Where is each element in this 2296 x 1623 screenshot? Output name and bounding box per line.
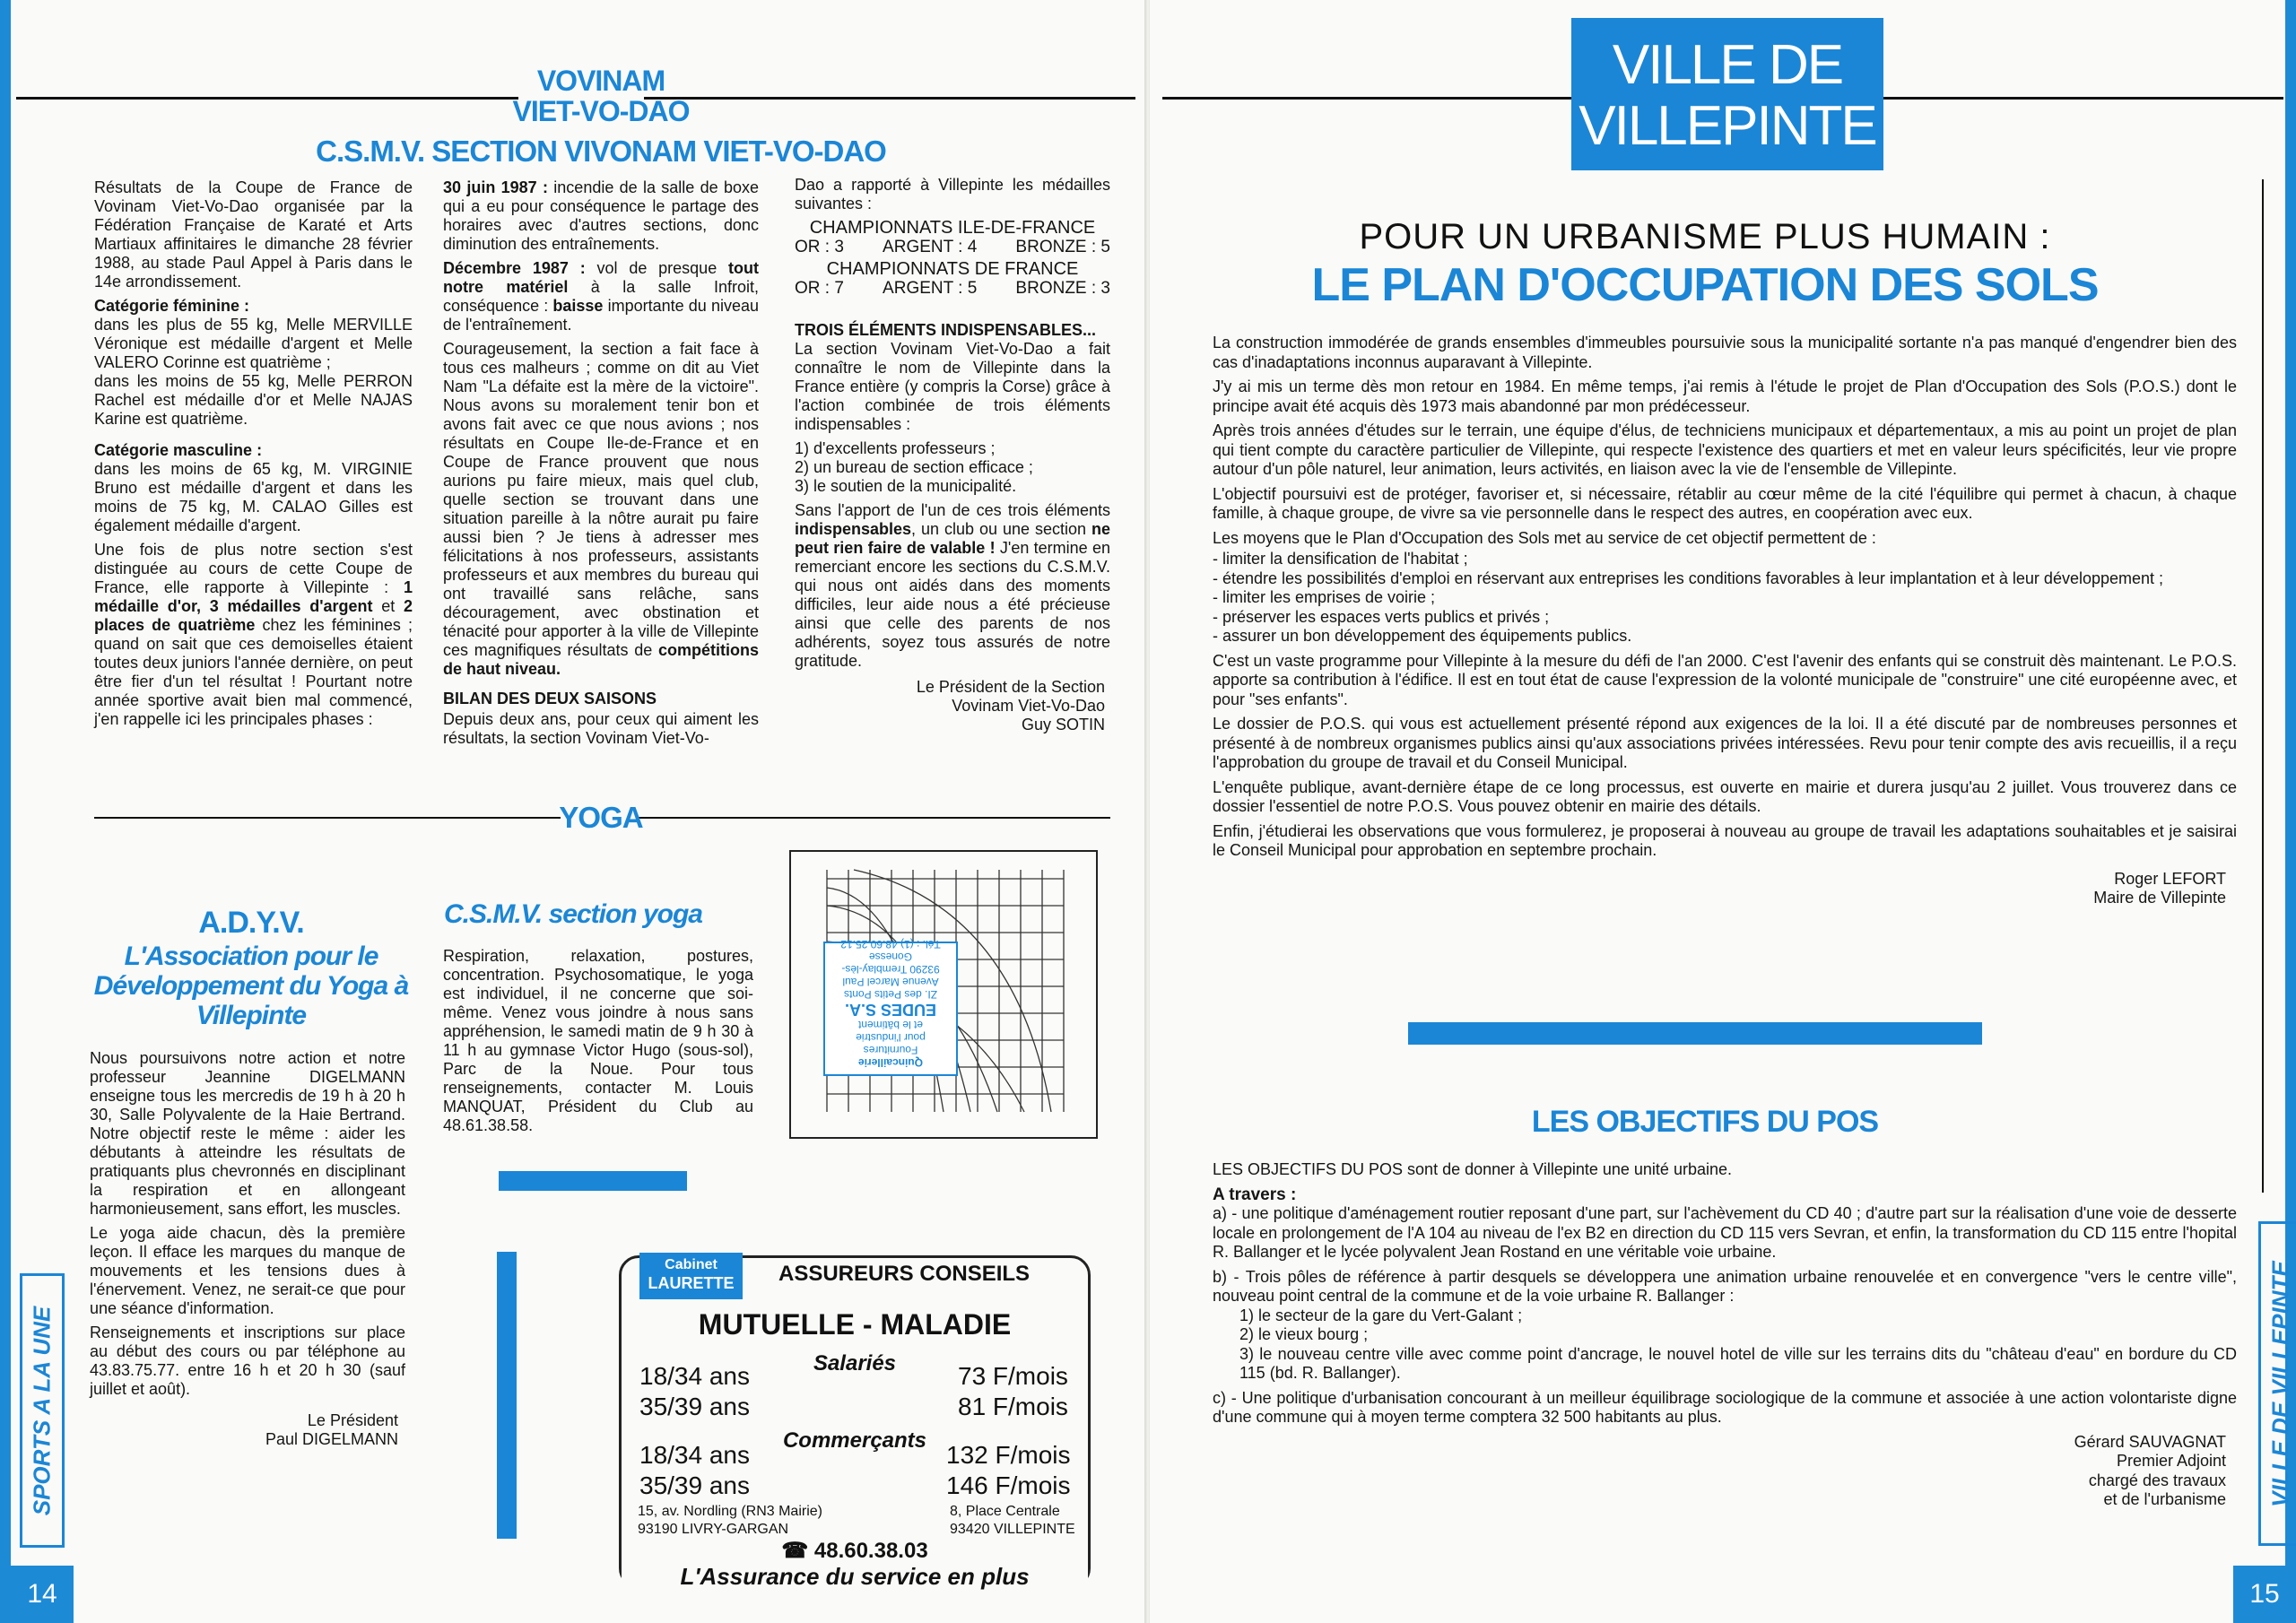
rate-row-2-price: 81 F/mois	[958, 1393, 1068, 1420]
objectifs-body	[1213, 1160, 2237, 1510]
pos-p1: La construction immodérée de grands ensembles d'immeubles poursuivie sous la municipalité sortante n'a pas manqué d'engendrer bien des cas d'inadaptations inconnus auparavant à Villepinte.	[1213, 334, 2237, 371]
text-bold: compétitions de haut niveau.	[443, 641, 759, 678]
page-number-right: 15	[2233, 1566, 2296, 1623]
rate-row-3-age: 18/34 ans	[639, 1441, 750, 1469]
side-label-text: SPORTS A LA UNE	[28, 1306, 56, 1515]
pos-list-5: - assurer un bon développement des équipements publics.	[1213, 627, 1632, 645]
rate-row-1-age: 18/34 ans	[639, 1362, 750, 1390]
element-item-3: 3) le soutien de la municipalité.	[795, 477, 1017, 495]
objectifs-sub: A travers :	[1213, 1185, 1297, 1204]
signature-line: Guy SOTIN	[1021, 716, 1105, 733]
eudes-line: ZI. des Petits Ponts	[843, 988, 938, 1001]
page-number-left: 14	[11, 1566, 74, 1623]
medal-gold: OR : 3	[795, 238, 844, 256]
rate-row-3-price: 132 F/mois	[946, 1441, 1071, 1469]
signature-line: Vovinam Viet-Vo-Dao	[952, 697, 1105, 715]
laurette-product: MUTUELLE - MALADIE	[698, 1308, 1012, 1341]
objectif-a: a) - une politique d'aménagement routier reposant d'une part, sur l'achèvement du CD 40 ; d'autre part sur la réalisation d'une voie de desserte locale en prolongement de l'A 104 au niveau de l'ex B2 en direction du CD 115 vers Sevran, et enfin, la transformation du CD 115 entre l'hopital R. Ballanger et le lycée polyvalent Jean Rostand en une véritable voie urbaine.	[1213, 1204, 2237, 1261]
pos-list-3: - limiter les emprises de voirie ;	[1213, 588, 1436, 606]
medal-silver: ARGENT : 5	[883, 279, 978, 298]
element-item-2: 2) un bureau de section efficace ;	[795, 458, 1033, 476]
rate-row-2-age: 35/39 ans	[639, 1393, 750, 1420]
female-under-55: dans les moins de 55 kg, Melle PERRON Rachel est médaille d'or et Melle NAJAS Karine est quatrième.	[94, 372, 413, 428]
medal-silver: ARGENT : 4	[883, 238, 978, 256]
pos-list-4: - préserver les espaces verts publics et privés ;	[1213, 607, 1550, 626]
pos-p3: Après trois années d'études sur le terrain, une équipe d'élus, de techniciens municipaux et départementaux, a mis au point un projet de plan qui tient compte du caractère particulier de Villepinte, qui respecte l'existence des quartiers et met en valeur leurs spécificités, leur vie propre autour d'un pôle naturel, leur animation, leurs activités, en liaison avec la vie de l'ensemble de Villepinte.	[1213, 421, 2237, 478]
medal-bronze: BRONZE : 5	[1015, 238, 1110, 256]
title-line1: VOVINAM	[536, 65, 665, 97]
pos-p2: J'y ai mis un terme dès mon retour en 1984. En même temps, j'ai remis à l'étude le projet de Plan d'Occupation des Sols (P.O.S.) dont le principe avait été acquis dès 1973 mais abandonné par mon prédécesseur.	[1213, 378, 2237, 415]
vovinam-signature	[795, 678, 1110, 734]
yoga-rule-left	[94, 817, 561, 819]
eudes-line: et le bâtiment	[857, 1019, 924, 1031]
pos-p5: Les moyens que le Plan d'Occupation des Sols met au service de cet objectif permettent de :	[1213, 528, 1876, 547]
category-male-heading: Catégorie masculine :	[94, 441, 263, 459]
right-page	[1150, 0, 2296, 1623]
eudes-line: Quincaillerie	[857, 1056, 924, 1069]
laurette-slogan: L'Assurance du service en plus	[622, 1563, 1088, 1591]
objectif-b3: 3) le nouveau centre ville avec comme point d'ancrage, le nouvel hotel de ville sur les terrains dits du "château d'eau" en bordure du CD 115 (bd. R. Ballanger).	[1239, 1344, 2237, 1382]
text: et	[372, 597, 404, 615]
objectif-b2: 2) le vieux bourg ;	[1239, 1325, 1369, 1343]
text-bold: baisse	[552, 297, 604, 315]
champ-idf-medals	[795, 238, 1110, 256]
eudes-ad	[789, 850, 1098, 1139]
yoga-title: YOGA	[559, 801, 643, 834]
address-villepinte-city: 93420 VILLEPINTE	[950, 1522, 1075, 1537]
eudes-line: pour l'industrie	[856, 1031, 926, 1044]
right-vertical-rule	[2262, 179, 2264, 1193]
blue-bar	[499, 1171, 687, 1191]
medals-intro: Dao a rapporté à Villepinte les médailles suivantes :	[795, 176, 1110, 213]
eudes-line: 93290 Tremblay-lès-Gonesse	[841, 950, 940, 976]
text-bold: Décembre 1987 :	[443, 259, 586, 277]
blue-vertical-bar	[497, 1252, 517, 1539]
pos-p6: C'est un vaste programme pour Villepinte à la mesure du défi de l'an 2000. C'est l'avenir des enfants qui se construit dès maintenant. Le P.O.S. apporte sa contribution à l'édifice. Il est en tout état de cause l'expression de la volonté municipale de "construire" une cité européenne avec, et pour "ses enfants".	[1213, 651, 2237, 708]
adyv-p1: Nous poursuivons notre action et notre professeur Jeannine DIGELMANN enseigne tous les mercredis de 19 h à 20 h 30, Salle Polyvalente de la Haie Bertrand. Notre objectif reste le même : aider les débutants à atteindre les résultats de pratiquants plus chevronnés en disciplinant la respiration et en allongeant harmonieusement, sans effort, les muscles.	[90, 1049, 405, 1218]
pos-p4: L'objectif poursuivi est de protéger, favoriser et, si nécessaire, rétablir au cœur même de la cité l'équilibre qui permet à chacun, à chaque famille, à chaque groupe, de vivre sa vie personnelle dans le respect des autres, en coopération avec eux.	[1213, 484, 2237, 522]
left-page	[0, 0, 1146, 1623]
pos-list-1: - limiter la densification de l'habitat ;	[1213, 550, 1468, 568]
laurette-brand: Cabinet	[665, 1257, 718, 1272]
ville-side-label	[2258, 1221, 2296, 1546]
bilan-heading: BILAN DES DEUX SAISONS	[443, 690, 657, 707]
eudes-line: Tél. : (1) 48.60.25.12	[840, 938, 941, 950]
address-livry: 15, av. Nordling (RN3 Mairie)	[638, 1504, 822, 1519]
june-1987	[443, 178, 759, 254]
pos-list-2: - étendre les possibilités d'emploi en réservant aux entreprises les conditions favorables à leur implantation et à leur développement ;	[1213, 568, 2164, 587]
ville-banner	[1571, 18, 1883, 170]
header-rule-left	[1162, 97, 1578, 100]
adyv-subtitle: L'Association pour le Développement du Yoga à Villepinte	[93, 942, 409, 1030]
text-bold: 30 juin 1987 :	[443, 178, 548, 196]
signature-line: Le Président	[307, 1411, 398, 1429]
laurette-cat-commercants: Commerçants	[782, 1428, 927, 1453]
text: , un club ou une section	[911, 520, 1091, 538]
pos-p7: Le dossier de P.O.S. qui vous est actuellement présenté répond aux exigences de la loi. Il a été discuté par de nombreuses personnes et présenté à de nombreux organismes publics ainsi qu'aux associations privées intéressées. Revu pour tenir compte des avis recueillis, il a reçu l'approbation du groupe de travail et du Conseil Municipal.	[1213, 715, 2237, 771]
rate-row-4-price: 146 F/mois	[946, 1471, 1071, 1499]
text-bold: 1 médaille d'or, 3 médailles d'argent	[94, 578, 413, 615]
objectifs-title: LES OBJECTIFS DU POS	[1531, 1105, 1879, 1139]
csmv-yoga-title: C.S.M.V. section yoga	[444, 899, 702, 929]
three-elements-text: La section Vovinam Viet-Vo-Dao a fait connaître le nom de Villepinte dans la France entière (y compris la Corse) grâce à l'action combinée de trois éléments indispensables :	[795, 340, 1110, 433]
side-label-text: VILLE DE VILLEPINTE	[2266, 1260, 2294, 1507]
text: incendie de la salle de boxe qui a eu pour conséquence le partage des horaires avec d'autres sections, donc diminution des entraînements.	[443, 178, 759, 253]
signature-line: Le Président de la Section	[916, 678, 1105, 696]
adyv-column	[90, 1049, 405, 1449]
eudes-line: Avenue Marcel Paul	[842, 976, 939, 988]
eudes-label	[823, 938, 958, 1076]
pos-body	[1213, 334, 2237, 908]
eudes-line: Fournitures	[863, 1044, 918, 1056]
signature-line: Paul DIGELMANN	[265, 1430, 398, 1448]
medal-bronze: BRONZE : 3	[1015, 279, 1110, 298]
title-line3: C.S.M.V. SECTION VIVONAM VIET-VO-DAO	[316, 135, 886, 168]
laurette-phone: ☎ 48.60.38.03	[781, 1539, 928, 1563]
adyv-signature	[90, 1411, 405, 1449]
laurette-heading: ASSUREURS CONSEILS	[778, 1262, 1031, 1286]
sports-side-label	[20, 1273, 65, 1548]
pos-p9: Enfin, j'étudierai les observations que vous formulerez, je proposerai à nouveau au groupe de travail les adaptations souhaitables et je saisirai le Conseil Municipal pour approbation en septembre prochain.	[1213, 821, 2237, 859]
left-edge-strip	[0, 0, 11, 1623]
text: Une fois de plus notre section s'est distinguée au cours de cette Coupe de France, elle rapporte à Villepinte :	[94, 541, 413, 596]
vovinam-column-1	[94, 178, 413, 734]
header-rule-left	[16, 97, 518, 100]
signature-line: et de l'urbanisme	[2103, 1490, 2226, 1508]
vovinam-column-2	[443, 178, 759, 753]
signature-line: Maire de Villepinte	[2093, 889, 2226, 907]
header-rule-right	[1878, 97, 2283, 100]
title-line2: VIET-VO-DAO	[512, 95, 690, 127]
objectif-b: b) - Trois pôles de référence à partir desquels se développera une animation urbaine renouvelée et en convergence "vers le centre ville", nouveau point central de la commune et de la voie urbaine R. Ballanger :	[1213, 1267, 2237, 1305]
sauvagnat-signature	[1213, 1433, 2237, 1510]
courage-paragraph	[443, 340, 759, 679]
laurette-brand: LAURETTE	[648, 1274, 735, 1292]
objectif-b1: 1) le secteur de la gare du Vert-Galant ;	[1239, 1306, 1523, 1324]
lefort-signature	[1213, 870, 2237, 908]
text-bold: tout notre matériel	[443, 259, 759, 296]
text: Sans l'apport de l'un de ces trois éléments	[795, 501, 1110, 519]
signature-line: Roger LEFORT	[2114, 869, 2226, 888]
text: à la salle Infroit, conséquence :	[443, 278, 759, 315]
banner-line1: VILLE DE	[1612, 34, 1843, 96]
address-villepinte: 8, Place Centrale	[950, 1504, 1060, 1519]
csmv-yoga-text: Respiration, relaxation, postures, concentration. Psychosomatique, le yoga est individuel, il ne concerne que soi-même. Venez vous joindre à nous sans appréhension, le samedi matin de 9 h 30 à 11 h au gymnase Victor Hugo (sous-sol), Parc de la Noue. Pour tous renseignements, contacter M. Louis MANQUAT, Président du Club au 48.61.38.58.	[443, 947, 753, 1134]
text: importante du niveau de l'entraînement.	[443, 297, 759, 334]
text: J'en termine en remerciant encore les sections du C.S.M.V. qui nous ont aidés dans des moments difficiles, leur aide nous a été précieuse ainsi que celle des parents de nos adhérents, soyez tous assurés de notre gratitude.	[795, 539, 1110, 670]
laurette-logo	[639, 1253, 743, 1299]
adyv-title: A.D.Y.V.	[198, 906, 304, 940]
adyv-p2: Le yoga aide chacun, dès la première leçon. Il efface les marques du manque de mouvements et les tensions dues à l'énervement. Venez, ne serait-ce que pour une séance d'information.	[90, 1224, 405, 1317]
vovinam-column-3	[795, 176, 1110, 734]
csmv-yoga-column	[443, 947, 753, 1141]
objectifs-intro: LES OBJECTIFS DU POS sont de donner à Villepinte une unité urbaine.	[1213, 1160, 1732, 1178]
pos-p8: L'enquête publique, avant-dernière étape de ce long processus, est ouverte en mairie et durera jusqu'au 2 juillet. Vous trouverez dans ce dossier l'essentiel de notre P.O.S. Vous pouvez obtenir en mairie des détails.	[1213, 777, 2237, 815]
results-intro: Résultats de la Coupe de France de Vovinam Viet-Vo-Dao organisée par la Fédération Française de Karaté et Arts Martiaux affinitaires le dimanche 28 février 1988, au stade Paul Appel à Paris dans le 14e arrondissement.	[94, 178, 413, 291]
category-female-heading: Catégorie féminine :	[94, 297, 250, 315]
champ-france-medals	[795, 279, 1110, 298]
text: Courageusement, la section a fait face à tous ces malheurs ; comme on dit au Viet Nam "La défaite est la mère de la victoire". Nous avons su moralement tenir bon et avons fait avec ce que nous avions ; nos résultats en Coupe Ile-de-France et en Coupe de France prouvent que nous aurions pu faire mieux, mais quel club, quelle section se trouvant dans une situation pareille à la nôtre aurait pu faire aussi bien ? Je tiens à adresser mes félicitations à nos professeurs, assistants professeurs et aux membres du bureau qui ont travaillé sans relâche, sans découragement, avec obstination et ténacité pour apporter à la ville de Villepinte ces magnifiques résultats de	[443, 340, 759, 659]
banner-line2: VILLEPINTE	[1578, 95, 1876, 157]
adyv-p3: Renseignements et inscriptions sur place au début des cours ou par téléphone au 43.83.75.77. entre 16 h et 20 h 30 (sauf juillet et août).	[90, 1324, 405, 1398]
text: chez les féminines ; quand on sait que ces demoiselles étaient toutes deux juniors l'année dernière, on peut être fier d'un tel résultat ! Pourtant notre année sportive avait bien mal commencé, j'en rappelle ici les principales phases :	[94, 616, 413, 728]
blue-divider-bar	[1408, 1022, 1982, 1045]
three-elements-heading: TROIS ÉLÉMENTS INDISPENSABLES...	[795, 321, 1097, 339]
bilan-text: Depuis deux ans, pour ceux qui aiment les résultats, la section Vovinam Viet-Vo-	[443, 710, 759, 747]
signature-line: Premier Adjoint	[2116, 1452, 2226, 1470]
yoga-rule-right	[639, 817, 1110, 819]
medal-gold: OR : 7	[795, 279, 844, 298]
objectif-c: c) - Une politique d'urbanisation concourant à un meilleur équilibrage sociologique de la commune et associée à une action volontariste digne d'une commune qui à moyen terme comptera 32 500 habitants au plus.	[1213, 1388, 2237, 1426]
champ-france-heading: CHAMPIONNATS DE FRANCE	[826, 259, 1079, 279]
text-bold: 2 places de quatrième	[94, 597, 413, 634]
eudes-line: EUDES S.A.	[844, 1001, 937, 1019]
female-over-55: dans les plus de 55 kg, Melle MERVILLE Véronique est médaille d'argent et Melle VALERO Corinne est quatrième ;	[94, 316, 413, 371]
closing-paragraph	[795, 501, 1110, 671]
champ-idf-heading: CHAMPIONNATS ILE-DE-FRANCE	[809, 218, 1096, 238]
december-1987	[443, 259, 759, 334]
text: vol de presque	[585, 259, 729, 277]
headline-1: POUR UN URBANISME PLUS HUMAIN :	[1359, 217, 2051, 256]
signature-line: chargé des travaux	[2088, 1471, 2226, 1489]
text-bold: indispensables	[795, 520, 912, 538]
headline-2: LE PLAN D'OCCUPATION DES SOLS	[1311, 259, 2099, 311]
address-livry-city: 93190 LIVRY-GARGAN	[638, 1522, 789, 1537]
laurette-ad	[619, 1255, 1091, 1588]
element-item-1: 1) d'excellents professeurs ;	[795, 439, 996, 457]
male-results: dans les moins de 65 kg, M. VIRGINIE Bruno est médaille d'argent et dans les moins de 75 kg, M. CALAO Gilles est également médaille d'argent.	[94, 460, 413, 534]
rate-row-4-age: 35/39 ans	[639, 1471, 750, 1499]
rate-row-1-price: 73 F/mois	[958, 1362, 1068, 1390]
section-results	[94, 541, 413, 729]
text-bold: ne peut rien faire de valable !	[795, 520, 1110, 557]
signature-line: Gérard SAUVAGNAT	[2074, 1432, 2226, 1451]
laurette-cat-salaries: Salariés	[813, 1351, 897, 1376]
